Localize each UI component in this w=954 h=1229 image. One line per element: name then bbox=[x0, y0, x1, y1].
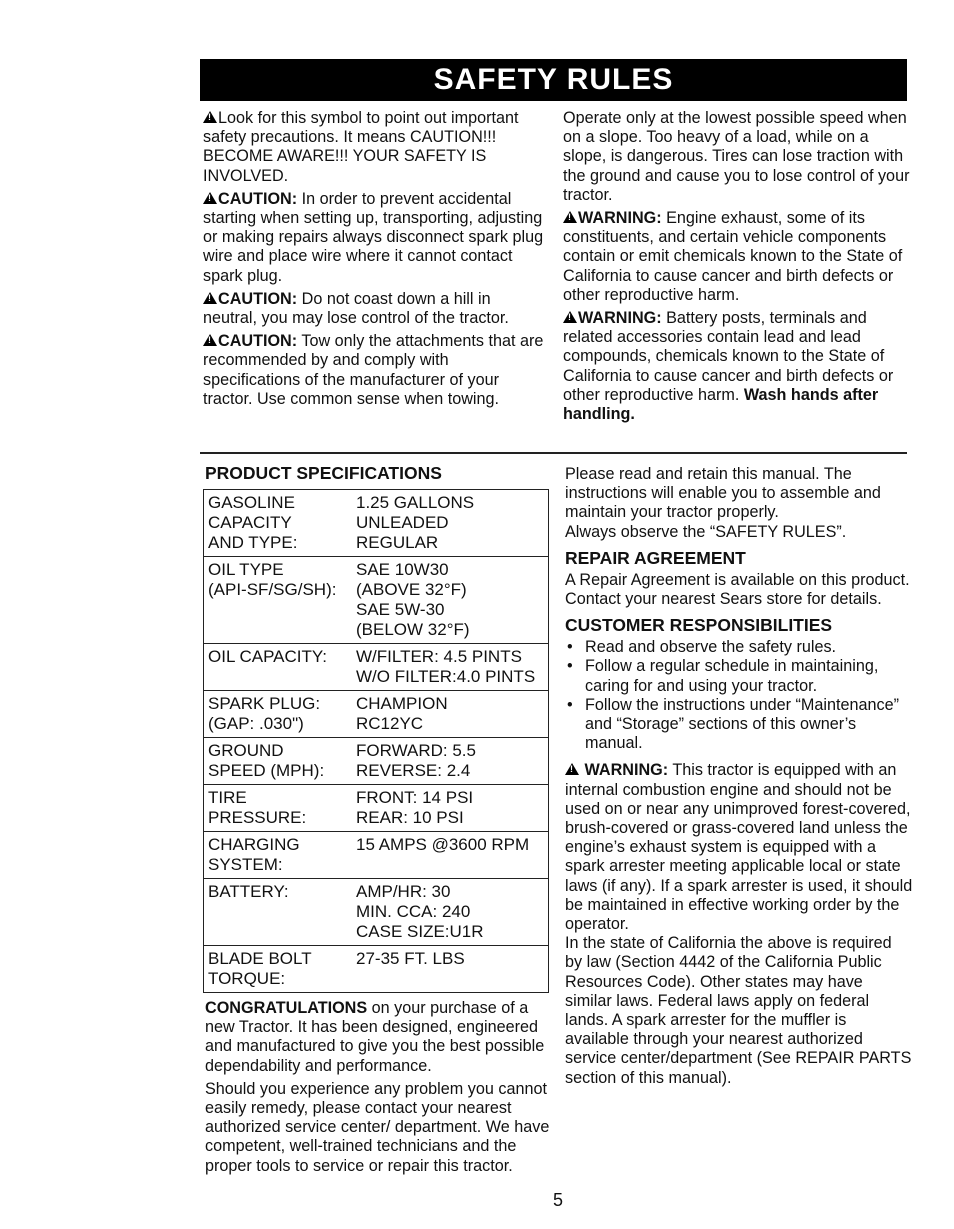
table-row bbox=[204, 832, 549, 879]
symbol-intro: !Look for this symbol to point out important safety precautions. It means CAUTION!!! BECOME AWARE!!! YOUR SAFETY IS INVOLVED. bbox=[203, 109, 549, 186]
caution-coast: !CAUTION: Do not coast down a hill in neutral, you may lose control of the tractor. bbox=[203, 290, 549, 328]
spec-value: FORWARD: 5.5 REVERSE: 2.4 bbox=[356, 741, 476, 780]
table-row bbox=[204, 490, 549, 557]
spec-value: AMP/HR: 30 MIN. CCA: 240 CASE SIZE:U1R bbox=[356, 882, 484, 941]
spec-label: SPARK PLUG: (GAP: .030") bbox=[208, 694, 321, 733]
safety-rules-banner: SAFETY RULES bbox=[200, 59, 907, 101]
list-item: • Read and observe the safety rules. bbox=[565, 638, 913, 657]
spec-label: CHARGING SYSTEM: bbox=[208, 835, 300, 874]
info-column bbox=[565, 465, 913, 1092]
warning-triangle-icon bbox=[203, 334, 217, 346]
table-row bbox=[204, 738, 549, 785]
repair-agreement-heading: REPAIR AGREEMENT bbox=[565, 547, 746, 568]
warning-triangle-icon bbox=[203, 192, 217, 204]
spec-value: SAE 10W30 (ABOVE 32°F) SAE 5W-30 (BELOW 32°F) bbox=[356, 560, 470, 639]
specs-heading: PRODUCT SPECIFICATIONS bbox=[205, 463, 442, 483]
spec-value: CHAMPION RC12YC bbox=[356, 694, 448, 733]
table-row bbox=[204, 691, 549, 738]
page-number: 5 bbox=[553, 1190, 564, 1210]
safety-right-column bbox=[563, 109, 910, 428]
spec-value: 1.25 GALLONS UNLEADED REGULAR bbox=[356, 493, 475, 552]
slope-paragraph: Operate only at the lowest possible speed when on a slope. Too heavy of a load, while on a slope, is dangerous. Tires can lose traction with the ground and cause you to lose control of your tractor. bbox=[563, 109, 910, 204]
spec-value: W/FILTER: 4.5 PINTS W/O FILTER:4.0 PINTS bbox=[356, 647, 536, 686]
warning-triangle-icon bbox=[565, 763, 579, 775]
spec-label: BATTERY: bbox=[208, 882, 289, 901]
repair-agreement-text: A Repair Agreement is available on this product. Contact your nearest Sears store for details. bbox=[565, 570, 910, 609]
caution-spark-plug: !CAUTION: In order to prevent accidental starting when setting up, transporting, adjusting or making repairs always disconnect spark plug wire and place wire where it cannot contact spark plug. bbox=[203, 190, 549, 286]
warning-battery: !WARNING: Battery posts, terminals and related accessories contain lead and lead compounds, chemicals known to the State of California to cause cancer and birth defects or other reproductive harm. Wash hands after handling. bbox=[563, 309, 910, 424]
california-law-paragraph: In the state of California the above is required by law (Section 4442 of the California Public Resources Code). Other states may have similar laws. Federal laws apply on federal lands. A spark arrester for the muffler is available through your nearest authorized service center/department (See REPAIR PARTS section of this manual). bbox=[565, 934, 912, 1087]
table-row bbox=[204, 879, 549, 946]
section-divider bbox=[200, 452, 907, 454]
specs-table bbox=[203, 489, 549, 993]
spec-label: TIRE PRESSURE: bbox=[208, 788, 307, 827]
spec-value: 27-35 FT. LBS bbox=[356, 949, 465, 968]
spec-label: BLADE BOLT TORQUE: bbox=[208, 949, 312, 988]
warning-triangle-icon bbox=[203, 111, 217, 123]
spec-value: FRONT: 14 PSI REAR: 10 PSI bbox=[356, 788, 474, 827]
manual-intro-rules: Always observe the “SAFETY RULES”. bbox=[565, 522, 847, 541]
warning-triangle-icon bbox=[203, 292, 217, 304]
customer-responsibilities-heading: CUSTOMER RESPONSIBILITIES bbox=[565, 615, 833, 636]
table-row bbox=[204, 644, 549, 691]
table-row bbox=[204, 557, 549, 644]
caution-tow: !CAUTION: Tow only the attachments that are recommended by and comply with specifications of the manufacturer of your tractor. Use common sense when towing. bbox=[203, 332, 549, 409]
warning-triangle-icon bbox=[563, 311, 577, 323]
spec-label: GASOLINE CAPACITY AND TYPE: bbox=[208, 493, 298, 552]
warning-exhaust: !WARNING: Engine exhaust, some of its constituents, and certain vehicle components contain or emit chemicals known to the State of California to cause cancer and birth defects or other reproductive harm. bbox=[563, 209, 910, 305]
warning-spark-arrester: ! WARNING: This tractor is equipped with an internal combustion engine and should not be used on or near any unimproved forest-covered, brush-covered or grass-covered land unless the engine’s exhaust system is equipped with a spark arrester meeting applicable local or state laws (if any). If a spark arrester is used, it should be maintained in effective working order by the operator. bbox=[565, 761, 913, 934]
spec-value: 15 AMPS @3600 RPM bbox=[356, 835, 530, 854]
table-row bbox=[204, 946, 549, 993]
table-row bbox=[204, 785, 549, 832]
spec-label: OIL CAPACITY: bbox=[208, 647, 328, 666]
manual-intro: Please read and retain this manual. The instructions will enable you to assemble and maintain your tractor properly. bbox=[565, 465, 881, 522]
safety-left-column bbox=[203, 109, 549, 413]
spec-label: OIL TYPE (API-SF/SG/SH): bbox=[208, 560, 337, 599]
specs-column bbox=[205, 463, 555, 1180]
list-item: • Follow the instructions under “Maintenance” and “Storage” sections of this owner’s manual. bbox=[565, 696, 913, 754]
warning-triangle-icon bbox=[563, 211, 577, 223]
spec-label: GROUND SPEED (MPH): bbox=[208, 741, 325, 780]
list-item: • Follow a regular schedule in maintaining, caring for and using your tractor. bbox=[565, 657, 913, 695]
service-paragraph: Should you experience any problem you cannot easily remedy, please contact your nearest authorized service center/ department. We have competent, well-trained technicians and the proper tools to service or repair this tractor. bbox=[205, 1079, 550, 1175]
congrats-paragraph: CONGRATULATIONS on your purchase of a new Tractor. It has been designed, engineered and manufactured to give you the best possible dependability and performance. bbox=[205, 999, 545, 1075]
responsibilities-list bbox=[565, 638, 913, 753]
